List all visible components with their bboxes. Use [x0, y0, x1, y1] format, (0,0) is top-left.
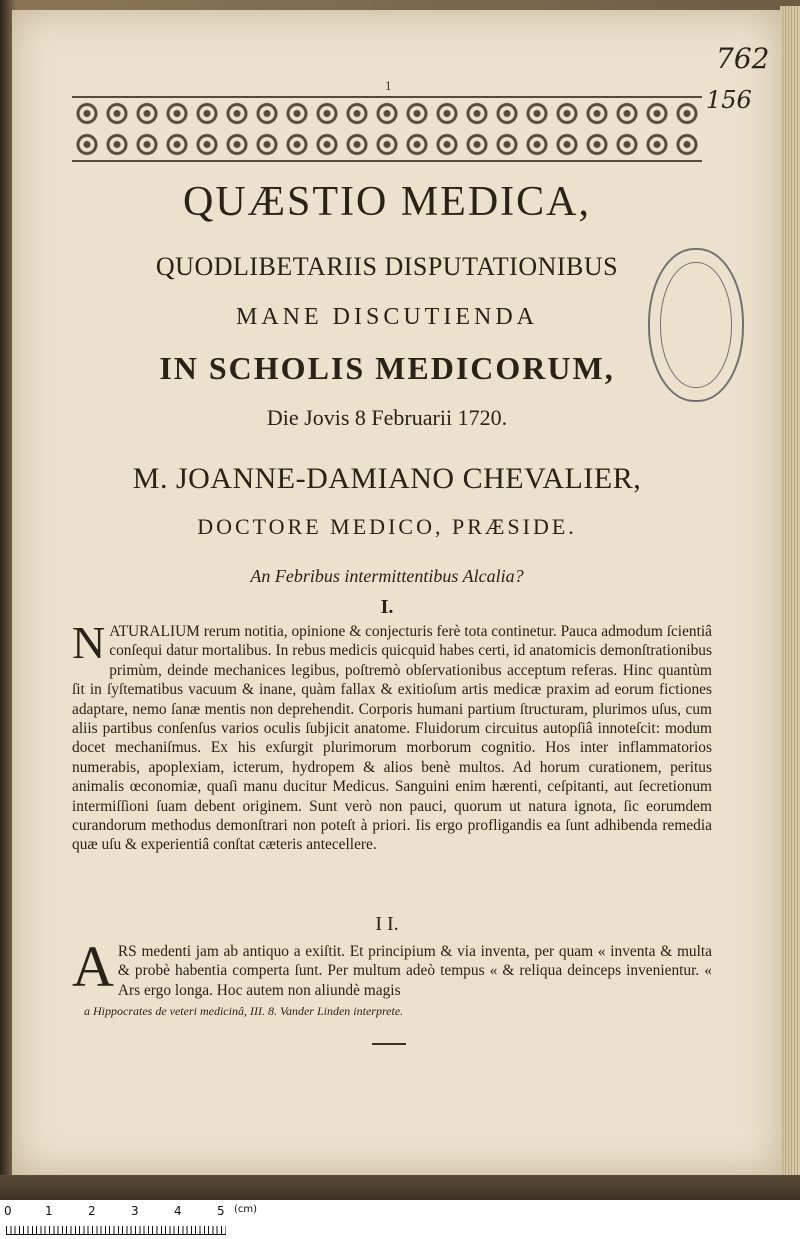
section-1-paragraph [72, 617, 712, 855]
date-line: Die Jovis 8 Februarii 1720. [266, 405, 508, 430]
ruler-label-3: 3 [131, 1204, 139, 1218]
ruler-ticks [6, 1226, 226, 1235]
dropcap-2: A [72, 934, 114, 999]
section-2-text: RS medenti jam ab antiquo a exiſtit. Et principium & via inventa, per quam « inventa & multa & probè habentia comperta ſunt. Per multum adeò tempus « & reliqua deinceps invenientur. « Ars ergo longa. Hoc autem non aliundè magis [117, 943, 712, 999]
section-number-2: I I. [375, 913, 399, 935]
thesis-question: An Febribus intermittentibus Alcalia? [250, 566, 524, 586]
ruler-unit: (cm) [234, 1204, 258, 1215]
manuscript-number-second: 156 [706, 86, 752, 114]
page-end-rule [372, 1043, 406, 1045]
title-line-4: IN SCHOLIS MEDICORUM, [159, 350, 615, 386]
title-line-2: QUODLIBETARIIS DISPUTATIONIBUS [155, 252, 619, 281]
stamp-inner-ring [660, 262, 732, 388]
section-2-paragraph [72, 934, 712, 1000]
scale-ruler [0, 1200, 800, 1239]
ruler-label-2: 2 [88, 1204, 96, 1218]
section-1-text: ATURALIUM rerum notitia, opinione & conjecturis ferè tota continetur. Pauca admodum ſcientiâ conſequi datur mortalibus. In rebus medicis quicquid habes certi, id anatomicis demonſtrationibus primùm, deinde mechanices legibus, poſtremò obſervationibus acceptum referas. Hinc quantùm ſit in ſyſtematibus vacuum & inane, quàm fallax & exitioſum artis medicæ praxim ad eorum fictiones adaptare, nemo ſanæ mentis non deprehendit. Corporis humani partium ſtructuram, plurimos uſus, cum aliis partibus conſenſus varios oculis ſubjicit anatome. Fluidorum circuitus autopſiâ innoteſcit: modum docet mechaniſmus. Ex his exſurgit plurimorum morborum cognitio. Hos inter inflammatorios numerabis, apoplexiam, icterum, hydropem & alios benè multos. Ad horum curationem, peritus animalis œconomiæ, quaſi manu ducitur Medicus. Sanguini enim hærenti, ceſpitanti, aut ſecretionum intermiſſioni ſuam debent originem. Sunt verò non pauci, quorum ut natura ignota, ſic eorumdem curandorum methodus demonſtrari non poteſt à priori. Iis ergo profligandis ea ſunt adhibenda remedia quæ uſu & experientiâ conſtat cæteris antecellere. [72, 623, 712, 854]
folio-number: 1 [385, 78, 392, 93]
decorative-headband [72, 96, 702, 162]
ruler-label-1: 1 [45, 1204, 53, 1218]
ruler-label-5: 5 [217, 1204, 225, 1218]
title-line-1: QUÆSTIO MEDICA, [183, 179, 591, 225]
ruler-label-4: 4 [174, 1204, 182, 1218]
footnote: a Hippocrates de veteri medicinâ, III. 8. Vander Linden interprete. [84, 1004, 404, 1018]
library-stamp [648, 248, 744, 402]
title-line-3: MANE DISCUTIENDA [236, 304, 538, 330]
president-name: M. JOANNE-DAMIANO CHEVALIER, [132, 462, 642, 495]
page-bottom-shadow [0, 1175, 800, 1200]
ruler-label-0: 0 [4, 1204, 12, 1218]
president-title: DOCTORE MEDICO, PRÆSIDE. [197, 514, 577, 539]
page-edges [780, 6, 800, 1186]
dropcap-1: N [72, 617, 106, 668]
manuscript-number-top: 762 [716, 42, 770, 75]
section-number-1: I. [380, 596, 394, 618]
